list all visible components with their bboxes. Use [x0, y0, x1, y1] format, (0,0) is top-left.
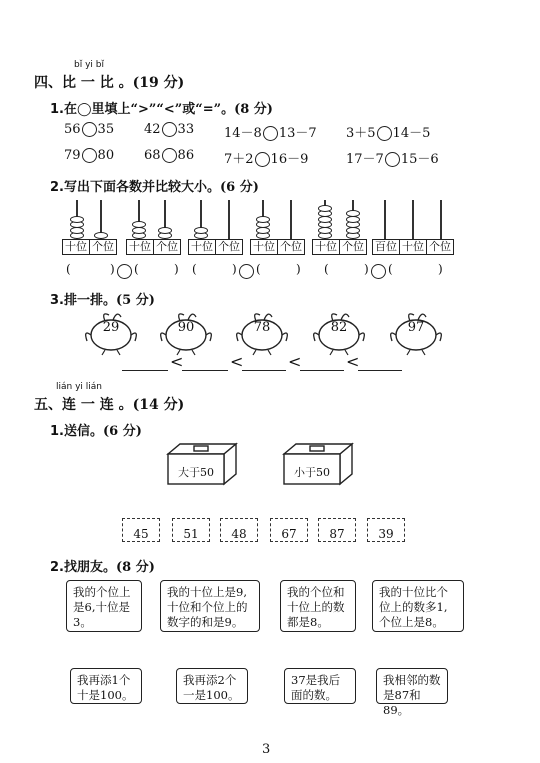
abacus-area — [0, 0, 540, 300]
answer-circle[interactable] — [239, 264, 254, 279]
q4-2-heading: 2.写出下面各数并比较大小。(6 分) — [50, 180, 259, 195]
abacus-bead — [256, 216, 270, 223]
letter-envelope[interactable]: 51 — [172, 518, 210, 542]
section4-title: 四、比 一 比 。(19 分) — [34, 75, 185, 91]
friend-card-top[interactable]: 我的个位上是6,十位是3。 — [66, 580, 142, 632]
less-than-sign: < — [170, 352, 184, 371]
less-than-sign: < — [346, 352, 360, 371]
abacus-rod — [384, 200, 386, 239]
letter-envelope[interactable]: 48 — [220, 518, 258, 542]
abacus-label-box: 百位 十位 个位 — [372, 239, 454, 255]
compare-item: 3＋5 14－5 — [346, 126, 431, 141]
section4-pinyin: bǐ yi bǐ — [74, 60, 104, 70]
bird-number: 29 — [102, 320, 120, 335]
friend-card-bottom[interactable]: 37是我后面的数。 — [284, 668, 356, 704]
abacus-label-box: 十位 个位 — [126, 239, 181, 255]
abacus-rod — [290, 200, 292, 239]
friend-card-top[interactable]: 我的十位比个位上的数多1,个位上是8。 — [372, 580, 464, 632]
friend-card-top[interactable]: 我的十位上是9,十位和个位上的数字的和是9。 — [160, 580, 260, 632]
friend-card-bottom[interactable]: 我再添1个十是100。 — [70, 668, 142, 704]
abacus-bead — [94, 232, 108, 239]
abacus-bead — [70, 216, 84, 223]
compare-item: 7＋2 16－9 — [224, 152, 309, 167]
less-than-sign: < — [230, 352, 244, 371]
abacus-label-box: 十位 个位 — [312, 239, 367, 255]
bird-number: 90 — [177, 320, 195, 335]
letter-envelope[interactable]: 39 — [367, 518, 405, 542]
friend-card-top[interactable]: 我的个位和十位上的数都是8。 — [280, 580, 356, 632]
order-blank[interactable] — [182, 360, 228, 371]
order-blank[interactable] — [242, 360, 286, 371]
abacus-bead — [132, 221, 146, 228]
abacus-rod — [440, 200, 442, 239]
letter-envelope[interactable]: 45 — [122, 518, 160, 542]
abacus-rod — [228, 200, 230, 239]
abacus-bead — [318, 205, 332, 212]
mailbox-label: 大于50 — [178, 466, 214, 479]
less-than-sign: < — [288, 352, 302, 371]
order-blank[interactable] — [358, 360, 402, 371]
abacus-label-box: 十位 个位 — [62, 239, 117, 255]
abacus-label-box: 十位 个位 — [250, 239, 305, 255]
abacus-label-box: 十位 个位 — [188, 239, 243, 255]
order-blank[interactable] — [122, 360, 168, 371]
abacus-bead — [346, 210, 360, 217]
section5-pinyin: lián yi lián — [56, 382, 102, 392]
letter-envelope[interactable]: 87 — [318, 518, 356, 542]
q5-1-heading: 1.送信。(6 分) — [50, 424, 142, 439]
abacus-bead — [158, 227, 172, 234]
order-blank[interactable] — [300, 360, 344, 371]
page-number: 3 — [262, 742, 271, 757]
section5-title: 五、连 一 连 。(14 分) — [34, 397, 185, 413]
friend-card-bottom[interactable]: 我相邻的数是87和89。 — [376, 668, 448, 704]
mailbox-label: 小于50 — [294, 466, 330, 479]
friend-card-bottom[interactable]: 我再添2个一是100。 — [176, 668, 248, 704]
bird-number: 82 — [330, 320, 348, 335]
abacus-rod — [412, 200, 414, 239]
answer-circle[interactable] — [117, 264, 132, 279]
compare-item: 56 35 — [64, 122, 115, 137]
bird-number: 78 — [253, 320, 271, 335]
abacus-bead — [194, 227, 208, 234]
letter-envelope[interactable]: 67 — [270, 518, 308, 542]
q5-2-heading: 2.找朋友。(8 分) — [50, 560, 155, 575]
compare-item: 14－8 13－7 — [224, 126, 317, 141]
compare-item: 79 80 — [64, 148, 115, 163]
answer-circle[interactable] — [371, 264, 386, 279]
bird-number: 97 — [407, 320, 425, 335]
q4-1-heading: 1.在◯里填上“>”“<”或“=”。(8 分) — [50, 102, 273, 117]
compare-item: 17－7 15－6 — [346, 152, 439, 167]
q4-3-heading: 3.排一排。(5 分) — [50, 293, 155, 308]
compare-item: 68 86 — [144, 148, 195, 163]
compare-item: 42 33 — [144, 122, 195, 137]
